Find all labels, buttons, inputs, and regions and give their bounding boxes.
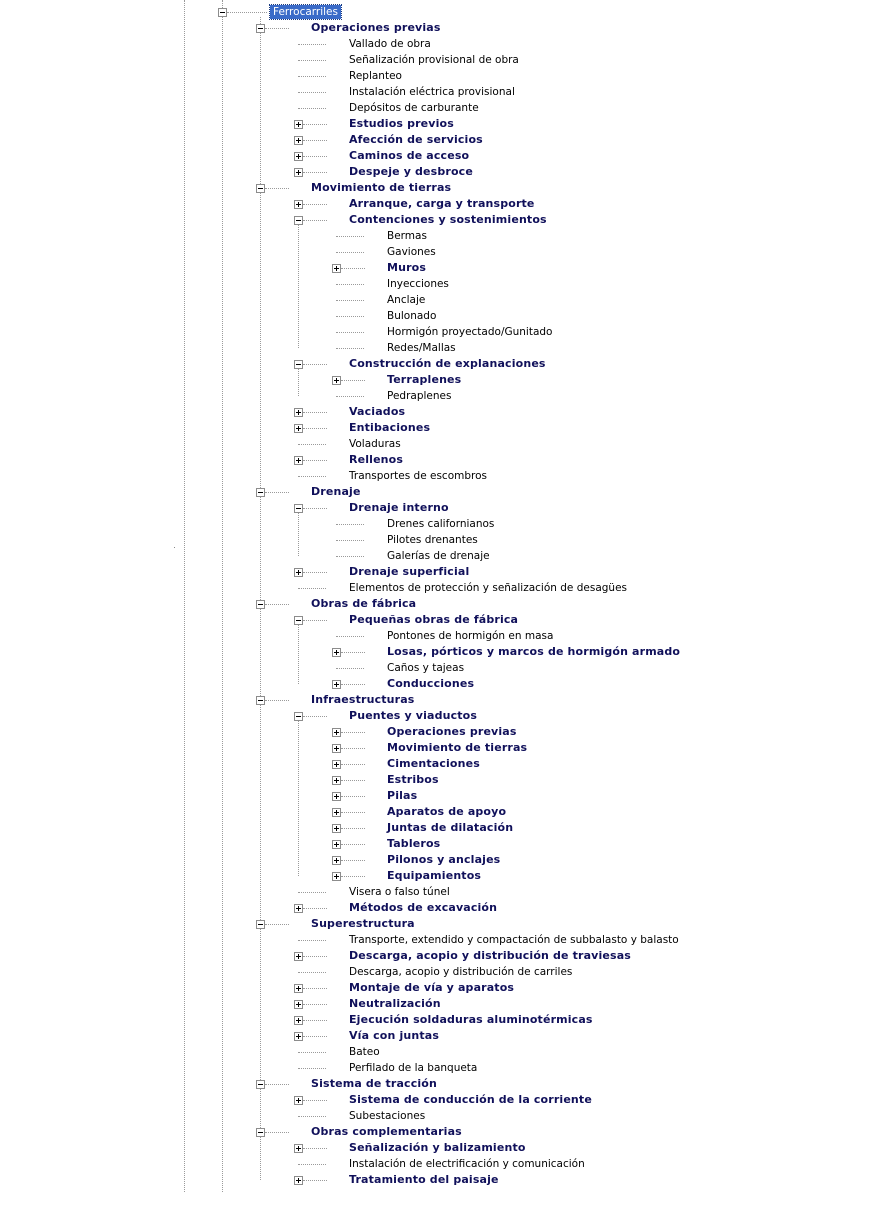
collapse-minus-icon[interactable] <box>294 712 303 721</box>
expand-plus-icon[interactable] <box>294 136 303 145</box>
tree-node-descarga-acopio-y-distribucion-de-traviesas[interactable]: Descarga, acopio y distribución de traviesas <box>349 949 631 962</box>
tree-node-gaviones[interactable]: Gaviones <box>387 246 436 258</box>
tree-connector-line <box>265 1132 289 1133</box>
tree-node-muros[interactable]: Muros <box>387 261 427 274</box>
tree-connector-line <box>227 12 267 13</box>
collapse-minus-icon[interactable] <box>256 600 265 609</box>
tree-connector-line <box>298 1052 326 1053</box>
tree-node-afeccion-de-servicios[interactable]: Afección de servicios <box>349 133 483 146</box>
tree-connector-line <box>341 652 365 653</box>
tree-node-bermas[interactable]: Bermas <box>387 230 427 242</box>
expand-plus-icon[interactable] <box>332 760 341 769</box>
expand-plus-icon[interactable] <box>294 984 303 993</box>
tree-node-instalacion-de-electrificacion-y-comunicacion[interactable]: Instalación de electrificación y comunicación <box>349 1158 585 1170</box>
tree-connector-line <box>303 140 327 141</box>
tree-node-operaciones-previas[interactable]: Operaciones previas <box>311 21 441 34</box>
tree-guide-line <box>298 513 299 556</box>
tree-connector-line <box>303 220 327 221</box>
tree-node-aparatos-de-apoyo[interactable]: Aparatos de apoyo <box>387 805 507 818</box>
expand-plus-icon[interactable] <box>294 568 303 577</box>
tree-connector-line <box>341 860 365 861</box>
tree-root-guide-line <box>222 0 223 1192</box>
tree-node-anclaje[interactable]: Anclaje <box>387 294 426 306</box>
expand-plus-icon[interactable] <box>332 776 341 785</box>
tree-node-drenaje-superficial[interactable]: Drenaje superficial <box>349 565 470 578</box>
collapse-minus-icon[interactable] <box>256 920 265 929</box>
tree-node-operaciones-previas[interactable]: Operaciones previas <box>387 725 517 738</box>
expand-plus-icon[interactable] <box>294 424 303 433</box>
tree-connector-line <box>336 252 364 253</box>
tree-node-sistema-de-conduccion-de-la-corriente[interactable]: Sistema de conducción de la corriente <box>349 1093 592 1106</box>
tree-node-drenaje-interno[interactable]: Drenaje interno <box>349 501 449 514</box>
tree-guide-line <box>298 625 299 684</box>
tree-connector-line <box>336 236 364 237</box>
tree-connector-line <box>336 300 364 301</box>
tree-node-conducciones[interactable]: Conducciones <box>387 677 475 690</box>
tree-connector-line <box>265 188 289 189</box>
tree-node-contenciones-y-sostenimientos[interactable]: Contenciones y sostenimientos <box>349 213 547 226</box>
tree-connector-line <box>341 380 365 381</box>
tree-root-ferrocarriles[interactable]: Ferrocarriles <box>270 5 341 19</box>
expand-plus-icon[interactable] <box>332 808 341 817</box>
tree-node-senalizacion-provisional-de-obra[interactable]: Señalización provisional de obra <box>349 54 519 66</box>
tree-connector-line <box>303 428 327 429</box>
tree-node-pedraplenes[interactable]: Pedraplenes <box>387 390 452 402</box>
tree-node-obras-de-fabrica[interactable]: Obras de fábrica <box>311 597 417 610</box>
tree-node-montaje-de-via-y-aparatos[interactable]: Montaje de vía y aparatos <box>349 981 515 994</box>
tree-connector-line <box>298 1068 326 1069</box>
tree-node-metodos-de-excavacion[interactable]: Métodos de excavación <box>349 901 498 914</box>
expand-plus-icon[interactable] <box>294 1032 303 1041</box>
tree-node-vaciados[interactable]: Vaciados <box>349 405 406 418</box>
tree-connector-line <box>341 812 365 813</box>
tree-connector-line <box>336 332 364 333</box>
expand-plus-icon[interactable] <box>332 872 341 881</box>
tree-connector-line <box>298 76 326 77</box>
tree-connector-line <box>303 412 327 413</box>
tree-connector-line <box>341 748 365 749</box>
tree-connector-line <box>341 268 365 269</box>
tree-connector-line <box>265 492 289 493</box>
tree-node-subestaciones[interactable]: Subestaciones <box>349 1110 426 1122</box>
tree-connector-line <box>265 1084 289 1085</box>
tree-connector-line <box>265 924 289 925</box>
tree-connector-line <box>336 284 364 285</box>
collapse-minus-icon[interactable] <box>256 184 265 193</box>
tree-connector-line <box>341 732 365 733</box>
tree-node-via-con-juntas[interactable]: Vía con juntas <box>349 1029 440 1042</box>
expand-plus-icon[interactable] <box>332 744 341 753</box>
expand-plus-icon[interactable] <box>294 152 303 161</box>
tree-node-terraplenes[interactable]: Terraplenes <box>387 373 462 386</box>
tree-connector-line <box>298 940 326 941</box>
tree-node-voladuras[interactable]: Voladuras <box>349 438 401 450</box>
expand-plus-icon[interactable] <box>332 376 341 385</box>
tree-node-replanteo[interactable]: Replanteo <box>349 70 402 82</box>
tree-connector-line <box>341 844 365 845</box>
expand-plus-icon[interactable] <box>332 264 341 273</box>
tree-node-tratamiento-del-paisaje[interactable]: Tratamiento del paisaje <box>349 1173 499 1186</box>
tree-connector-line <box>341 796 365 797</box>
tree-connector-line <box>298 476 326 477</box>
tree-connector-line <box>303 1148 327 1149</box>
tree-guide-line <box>260 1137 261 1180</box>
tree-connector-line <box>303 124 327 125</box>
tree-node-entibaciones[interactable]: Entibaciones <box>349 421 431 434</box>
tree-connector-line <box>303 988 327 989</box>
tree-node-pequenas-obras-de-fabrica[interactable]: Pequeñas obras de fábrica <box>349 613 519 626</box>
tree-connector-line <box>298 1116 326 1117</box>
tree-node-cimentaciones[interactable]: Cimentaciones <box>387 757 480 770</box>
tree-connector-line <box>303 1004 327 1005</box>
tree-connector-line <box>303 1180 327 1181</box>
tree-node-despeje-y-desbroce[interactable]: Despeje y desbroce <box>349 165 473 178</box>
collapse-minus-icon[interactable] <box>256 696 265 705</box>
tree-node-neutralizacion[interactable]: Neutralización <box>349 997 441 1010</box>
collapse-minus-icon[interactable] <box>256 1080 265 1089</box>
tree-node-inyecciones[interactable]: Inyecciones <box>387 278 449 290</box>
collapse-minus-icon[interactable] <box>294 616 303 625</box>
tree-node-movimiento-de-tierras[interactable]: Movimiento de tierras <box>311 181 452 194</box>
tree-node-pilas[interactable]: Pilas <box>387 789 418 802</box>
collapse-expander-icon[interactable] <box>218 8 227 17</box>
tree-connector-line <box>303 716 327 717</box>
tree-node-puentes-y-viaductos[interactable]: Puentes y viaductos <box>349 709 478 722</box>
tree-connector-line <box>265 604 289 605</box>
tree-node-infraestructuras[interactable]: Infraestructuras <box>311 693 415 706</box>
tree-connector-line <box>265 28 289 29</box>
tree-guide-line <box>298 369 299 396</box>
tree-outer-guide-line <box>184 0 185 1192</box>
tree-node-depositos-de-carburante[interactable]: Depósitos de carburante <box>349 102 479 114</box>
tree-node-estribos[interactable]: Estribos <box>387 773 439 786</box>
tree-node-equipamientos[interactable]: Equipamientos <box>387 869 482 882</box>
tree-node-caminos-de-acceso[interactable]: Caminos de acceso <box>349 149 470 162</box>
tree-node-transportes-de-escombros[interactable]: Transportes de escombros <box>349 470 488 482</box>
tree-connector-line <box>265 700 289 701</box>
expand-plus-icon[interactable] <box>294 952 303 961</box>
tree-connector-line <box>303 1020 327 1021</box>
tree-connector-line <box>341 876 365 877</box>
collapse-minus-icon[interactable] <box>294 504 303 513</box>
tree-connector-line <box>298 972 326 973</box>
tree-connector-line <box>298 44 326 45</box>
tree-connector-line <box>298 588 326 589</box>
expand-plus-icon[interactable] <box>294 120 303 129</box>
tree-node-tableros[interactable]: Tableros <box>387 837 441 850</box>
tree-connector-line <box>336 540 364 541</box>
tree-connector-line <box>336 556 364 557</box>
expand-plus-icon[interactable] <box>294 456 303 465</box>
tree-guide-line <box>298 225 299 348</box>
collapse-minus-icon[interactable] <box>294 360 303 369</box>
tree-node-arranque-carga-y-transporte[interactable]: Arranque, carga y transporte <box>349 197 535 210</box>
tree-node-estudios-previos[interactable]: Estudios previos <box>349 117 454 130</box>
tree-node-pontones-de-hormigon-en-masa[interactable]: Pontones de hormigón en masa <box>387 630 554 642</box>
collapse-minus-icon[interactable] <box>256 488 265 497</box>
expand-plus-icon[interactable] <box>294 1144 303 1153</box>
tree-node-pilonos-y-anclajes[interactable]: Pilonos y anclajes <box>387 853 501 866</box>
expand-plus-icon[interactable] <box>332 680 341 689</box>
tree-connector-line <box>303 572 327 573</box>
tree-node-obras-complementarias[interactable]: Obras complementarias <box>311 1125 462 1138</box>
tree-node-transporte-extendido-y-compactacion-de-subbalasto-y-balasto[interactable]: Transporte, extendido y compactación de subbalasto y balasto <box>349 934 679 946</box>
expand-plus-icon[interactable] <box>294 408 303 417</box>
tree-node-juntas-de-dilatacion[interactable]: Juntas de dilatación <box>387 821 514 834</box>
collapse-minus-icon[interactable] <box>294 216 303 225</box>
tree-connector-line <box>298 444 326 445</box>
tree-connector-line <box>336 316 364 317</box>
expand-plus-icon[interactable] <box>332 856 341 865</box>
expand-plus-icon[interactable] <box>332 728 341 737</box>
expand-plus-icon[interactable] <box>294 1176 303 1185</box>
tree-node-superestructura[interactable]: Superestructura <box>311 917 415 930</box>
tree-connector-line <box>341 828 365 829</box>
collapse-minus-icon[interactable] <box>256 1128 265 1137</box>
tree-node-redes-mallas[interactable]: Redes/Mallas <box>387 342 456 354</box>
tree-connector-line <box>336 636 364 637</box>
tree-node-drenes-californianos[interactable]: Drenes californianos <box>387 518 495 530</box>
tree-connector-line <box>298 60 326 61</box>
tree-node-galerias-de-drenaje[interactable]: Galerías de drenaje <box>387 550 490 562</box>
tree-connector-line <box>336 524 364 525</box>
tree-connector-line <box>298 108 326 109</box>
expand-plus-icon[interactable] <box>332 648 341 657</box>
tree-node-pilotes-drenantes[interactable]: Pilotes drenantes <box>387 534 478 546</box>
tree-connector-line <box>303 1036 327 1037</box>
tree-node-descarga-acopio-y-distribucion-de-carriles[interactable]: Descarga, acopio y distribución de carriles <box>349 966 573 978</box>
tree-connector-line <box>303 908 327 909</box>
tree-connector-line <box>298 892 326 893</box>
expand-plus-icon[interactable] <box>294 1000 303 1009</box>
tree-connector-line <box>303 956 327 957</box>
tree-node-visera-o-falso-tunel[interactable]: Visera o falso túnel <box>349 886 450 898</box>
tree-connector-line <box>303 156 327 157</box>
tree-guide-line <box>298 721 299 876</box>
tree-connector-line <box>303 620 327 621</box>
tree-node-senalizacion-y-balizamiento[interactable]: Señalización y balizamiento <box>349 1141 526 1154</box>
tree-node-ejecucion-soldaduras-aluminotermicas[interactable]: Ejecución soldaduras aluminotérmicas <box>349 1013 593 1026</box>
tree-connector-line <box>336 396 364 397</box>
tree-node-bulonado[interactable]: Bulonado <box>387 310 437 322</box>
tree-node-construccion-de-explanaciones[interactable]: Construcción de explanaciones <box>349 357 546 370</box>
tree-connector-line <box>298 92 326 93</box>
tree-connector-line <box>303 1100 327 1101</box>
expand-plus-icon[interactable] <box>294 168 303 177</box>
tree-connector-line <box>303 364 327 365</box>
expand-plus-icon[interactable] <box>332 824 341 833</box>
tree-node-canos-y-tajeas[interactable]: Caños y tajeas <box>387 662 465 674</box>
tree-node-losas-porticos-y-marcos-de-hormigon-armado[interactable]: Losas, pórticos y marcos de hormigón armado <box>387 645 681 658</box>
tree-connector-line <box>336 348 364 349</box>
tree-connector-line <box>303 508 327 509</box>
tree-node-rellenos[interactable]: Rellenos <box>349 453 404 466</box>
tree-node-sistema-de-traccion[interactable]: Sistema de tracción <box>311 1077 437 1090</box>
tree-node-hormigon-proyectado-gunitado[interactable]: Hormigón proyectado/Gunitado <box>387 326 553 338</box>
stray-dot <box>174 547 175 548</box>
tree-connector-line <box>303 204 327 205</box>
tree-connector-line <box>303 460 327 461</box>
tree-node-vallado-de-obra[interactable]: Vallado de obra <box>349 38 431 50</box>
tree-connector-line <box>298 1164 326 1165</box>
expand-plus-icon[interactable] <box>294 904 303 913</box>
tree-node-elementos-de-proteccion-y-senalizacion-de-desagues[interactable]: Elementos de protección y señalización de desagües <box>349 582 627 594</box>
tree-node-instalacion-electrica-provisional[interactable]: Instalación eléctrica provisional <box>349 86 515 98</box>
tree-connector-line <box>336 668 364 669</box>
expand-plus-icon[interactable] <box>332 792 341 801</box>
tree-node-bateo[interactable]: Bateo <box>349 1046 380 1058</box>
tree-connector-line <box>303 172 327 173</box>
expand-plus-icon[interactable] <box>294 200 303 209</box>
tree-connector-line <box>341 780 365 781</box>
expand-plus-icon[interactable] <box>332 840 341 849</box>
tree-connector-line <box>341 684 365 685</box>
expand-plus-icon[interactable] <box>294 1096 303 1105</box>
tree-connector-line <box>341 764 365 765</box>
collapse-minus-icon[interactable] <box>256 24 265 33</box>
tree-node-movimiento-de-tierras[interactable]: Movimiento de tierras <box>387 741 528 754</box>
tree-node-perfilado-de-la-banqueta[interactable]: Perfilado de la banqueta <box>349 1062 478 1074</box>
tree-node-drenaje[interactable]: Drenaje <box>311 485 361 498</box>
expand-plus-icon[interactable] <box>294 1016 303 1025</box>
